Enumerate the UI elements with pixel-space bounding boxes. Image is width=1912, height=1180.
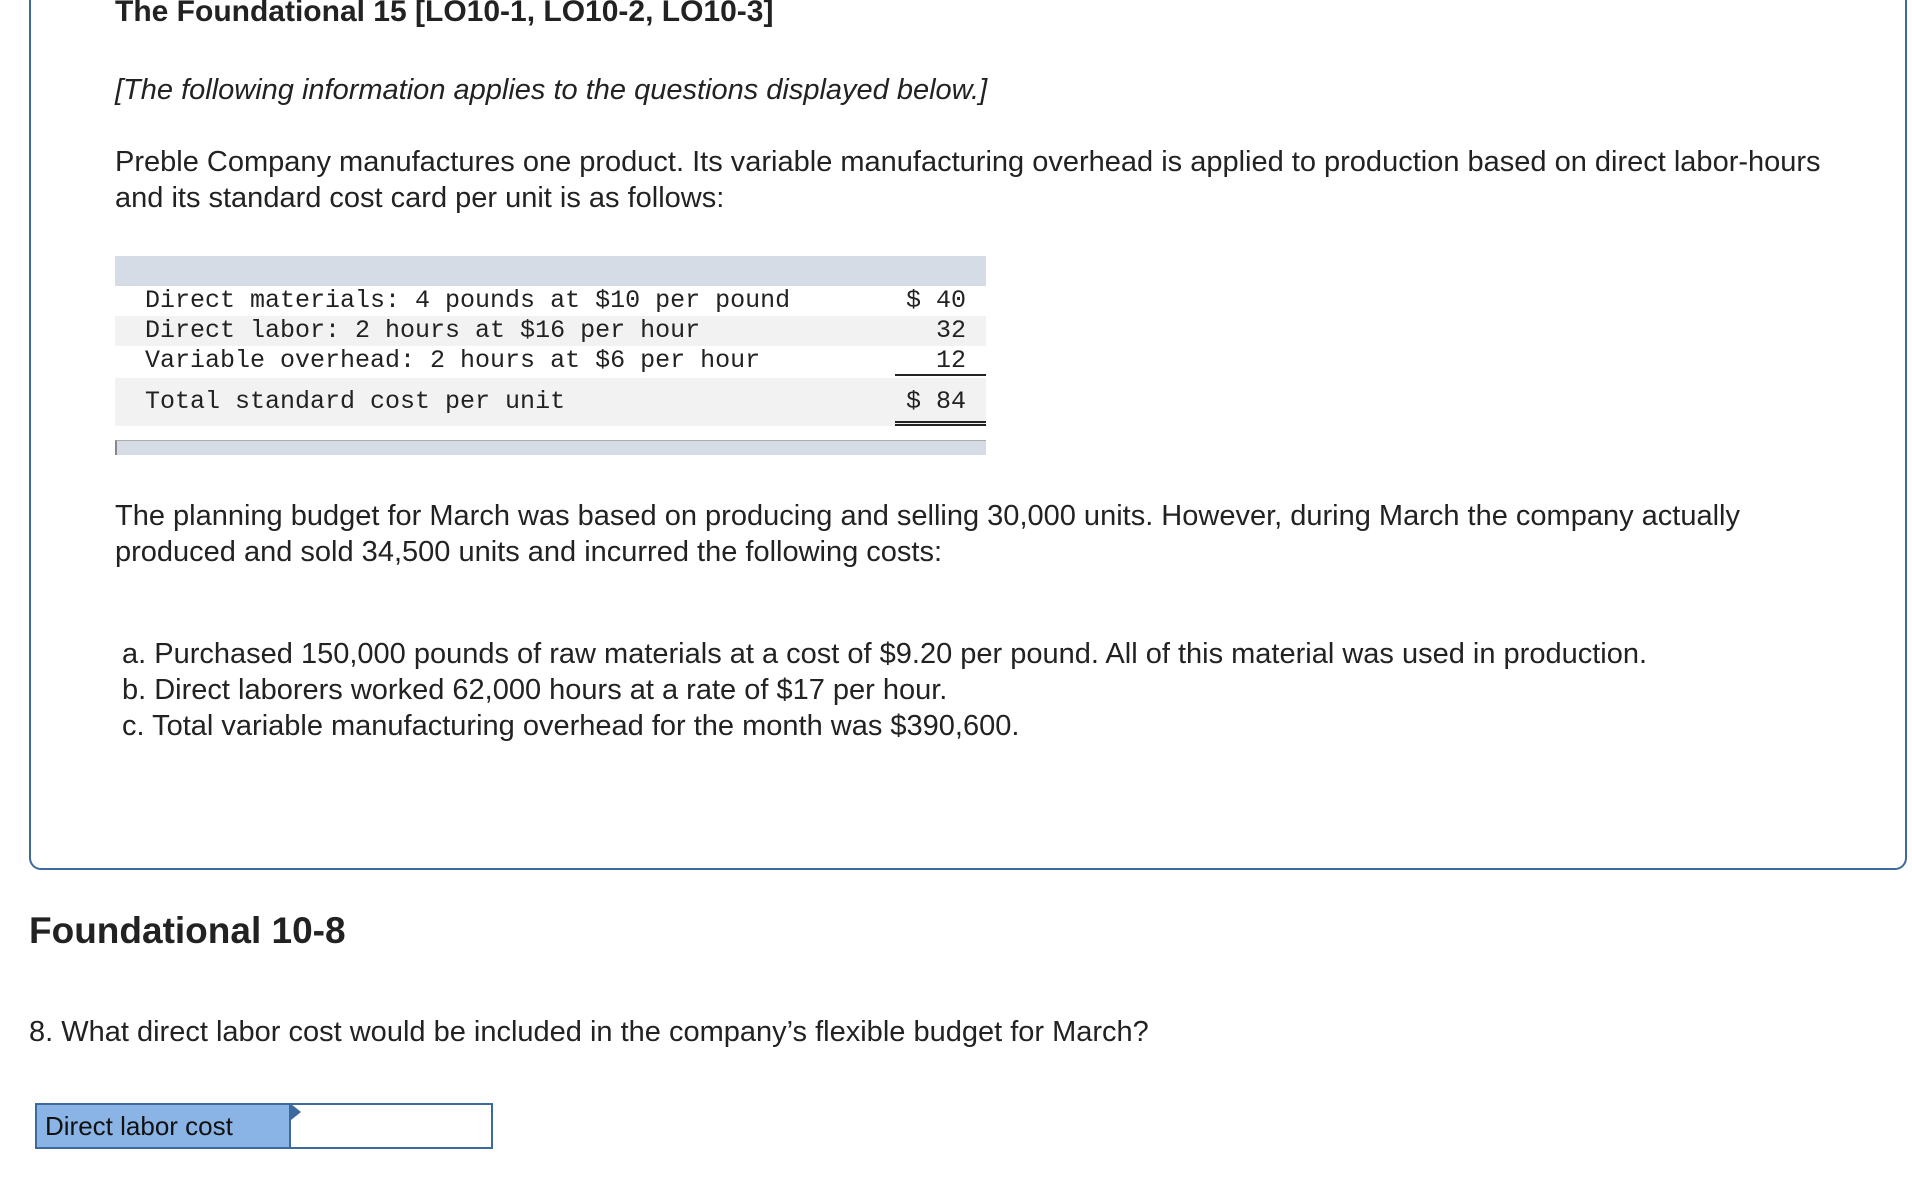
row-amount: 32: [935, 316, 966, 345]
list-item: a. Purchased 150,000 pounds of raw materials at a cost of $9.20 per pound. All of this material was used in production.: [122, 638, 1648, 670]
standard-cost-card: [115, 256, 986, 455]
answer-row: [35, 1103, 493, 1149]
table-row: [115, 346, 986, 376]
table-total-row: [115, 378, 986, 426]
list-item: c. Total variable manufacturing overhead for the month was $390,600.: [122, 710, 1020, 742]
table-header-band: [115, 256, 986, 286]
row-amount: 12: [895, 346, 986, 376]
row-amount: $ 40: [905, 286, 966, 315]
total-amount: $ 84: [895, 378, 986, 426]
table-footer-band: [115, 440, 986, 455]
problem-heading: [115, 0, 774, 46]
direct-labor-cost-input[interactable]: [291, 1105, 491, 1147]
corner-marker-icon: [291, 1104, 301, 1120]
row-description: Direct materials: 4 pounds at $10 per pound: [145, 286, 791, 315]
actual-costs-list: [122, 636, 1647, 744]
company-description: Preble Company manufactures one product. Its variable manufacturing overhead is applied to production based on direct labor-hours and its standard cost card per unit is as follows:: [115, 146, 1821, 214]
answer-label: Direct labor cost: [37, 1105, 291, 1147]
problem-heading-text: The Foundational 15 [LO10-1, LO10-2, LO10-3]: [115, 0, 774, 28]
planning-budget-text: The planning budget for March was based on producing and selling 30,000 units. However, during March the company actually produced and sold 34,500 units and incurred the following costs:: [115, 500, 1740, 568]
row-description: Direct labor: 2 hours at $16 per hour: [145, 316, 701, 345]
intro-text: [The following information applies to the questions displayed below.]: [115, 74, 988, 106]
table-row: [115, 286, 986, 316]
question-text: 8. What direct labor cost would be included in the company’s flexible budget for March?: [29, 1016, 1149, 1048]
table-row: [115, 316, 986, 346]
list-item: b. Direct laborers worked 62,000 hours at a rate of $17 per hour.: [122, 674, 948, 706]
section-title: Foundational 10-8: [29, 910, 346, 951]
total-description: Total standard cost per unit: [145, 387, 566, 416]
row-description: Variable overhead: 2 hours at $6 per hour: [145, 346, 761, 375]
